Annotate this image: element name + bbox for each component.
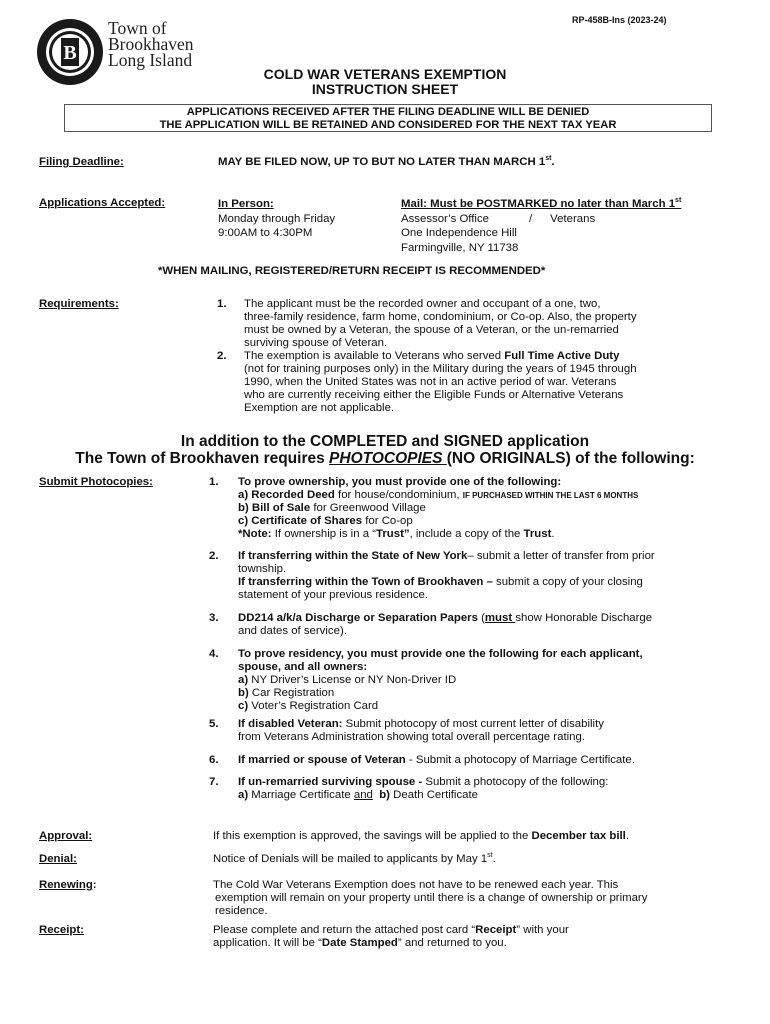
document-subtitle: INSTRUCTION SHEET [311, 81, 459, 97]
renewing-label: Renewing: [39, 879, 97, 891]
mail-street: One Independence Hill [401, 227, 517, 239]
approval-text: If this exemption is approved, the savings will be applied to the December tax bill. [213, 830, 630, 842]
denial-label: Denial: [39, 853, 77, 865]
submit-photocopies-label: Submit Photocopies: [39, 476, 153, 488]
mail-block [401, 197, 681, 255]
requirement-item: 1. The applicant must be the recorded owner and occupant of a one, two, three-family residence, farm home, condominium, or Co-op. Also, the property must be owned by a Veteran, the spouse of a Veteran, or the un-remarried surviving spouse of Veteran. [217, 298, 637, 349]
photocopy-heading-1: In addition to the COMPLETED and SIGNED application [180, 433, 590, 450]
in-person-days: Monday through Friday [218, 212, 336, 225]
town-name-logo [108, 20, 194, 68]
in-person-hours: 9:00AM to 4:30PM [218, 227, 313, 239]
photocopy-item-disabled: 5. If disabled Veteran: Submit photocopy of most current letter of disability from Veterans Administration showing total overall percentage rating. [209, 718, 604, 743]
denial-text: Notice of Denials will be mailed to applicants by May 1st. [213, 852, 496, 865]
org-line-2: Brookhaven [108, 34, 194, 54]
photocopy-item-transfer: 2. If transferring within the State of New York– submit a letter of transfer from prior township. If transferring within the Town of Brookhaven – submit a copy of your closing statement of your previous residence. [209, 550, 655, 601]
deadline-warning-banner [64, 104, 712, 132]
seal-monogram: B [63, 42, 77, 64]
mailing-note: *WHEN MAILING, REGISTERED/RETURN RECEIPT IS RECOMMENDED* [158, 265, 546, 277]
form-number: RP-458B-Ins (2023-24) [572, 15, 667, 25]
approval-label: Approval: [39, 830, 93, 842]
photocopy-item-residency: 4. To prove residency, you must provide one the following for each applicant, spouse, and all owners: a) NY Driver’s License or NY Non-Driver ID b) Car Registration c) Voter’s Registration Card [209, 648, 643, 712]
photocopy-item-surviving-spouse: 7. If un-remarried surviving spouse - Submit a photocopy of the following: a) Marriage Certificate and b) Death Certificate [209, 776, 609, 801]
filing-deadline-text: MAY BE FILED NOW, UP TO BUT NO LATER THAN MARCH 1st. [218, 155, 555, 168]
photocopy-item-ownership: 1. To prove ownership, you must provide one of the following: a) Recorded Deed for house/condominium, IF PURCHASED WITHIN THE LAST 6 MONTHS b) Bill of Sale for Greenwood Village c) Certificate of Shares for Co-op *Note: If ownership is in a “Trust”, include a copy of the Trust. [209, 476, 639, 540]
mail-office-line: Assessor’s Office / Veterans [401, 212, 596, 225]
banner-line-1: APPLICATIONS RECEIVED AFTER THE FILING DEADLINE WILL BE DENIED [186, 106, 590, 118]
filing-deadline-label: Filing Deadline: [39, 156, 124, 168]
applications-accepted-label: Applications Accepted: [39, 197, 166, 209]
document-title: COLD WAR VETERANS EXEMPTION [263, 66, 507, 82]
org-line-1: Town of [108, 18, 167, 38]
banner-line-2: THE APPLICATION WILL BE RETAINED AND CONSIDERED FOR THE NEXT TAX YEAR [159, 119, 617, 131]
in-person-block [218, 197, 335, 241]
photocopy-list [209, 476, 754, 806]
photocopy-item-dd214: 3. DD214 a/k/a Discharge or Separation Papers (must show Honorable Discharge and dates of service). [209, 612, 653, 637]
requirements-list [217, 298, 737, 415]
mail-city: Farmingville, NY 11738 [401, 241, 519, 254]
photocopy-item-married: 6. If married or spouse of Veteran - Submit a photocopy of Marriage Certificate. [209, 754, 635, 766]
renewing-text: The Cold War Veterans Exemption does not have to be renewed each year. This exemption will remain on your property until there is a change of ownership or primary residence. [213, 879, 648, 917]
in-person-heading: In Person: [218, 198, 274, 210]
requirement-item: 2. The exemption is available to Veterans who served Full Time Active Duty (not for training purposes only) in the Military during the years of 1945 through 1990, when the United States was not in an active period of war. Veterans who are currently receiving either the Eligible Funds or Alternative Veterans Exemption are not applicable. [217, 350, 637, 414]
receipt-text: Please complete and return the attached post card “Receipt” with your application. It will be “Date Stamped” and returned to you. [213, 924, 569, 949]
photocopy-heading-2: The Town of Brookhaven requires PHOTOCOPIES (NO ORIGINALS) of the following: [75, 450, 695, 467]
receipt-label: Receipt: [39, 924, 84, 936]
requirements-label: Requirements: [39, 298, 119, 310]
org-line-3: Long Island [108, 50, 193, 70]
mail-heading: Mail: Must be POSTMARKED no later than March 1st [401, 197, 682, 210]
